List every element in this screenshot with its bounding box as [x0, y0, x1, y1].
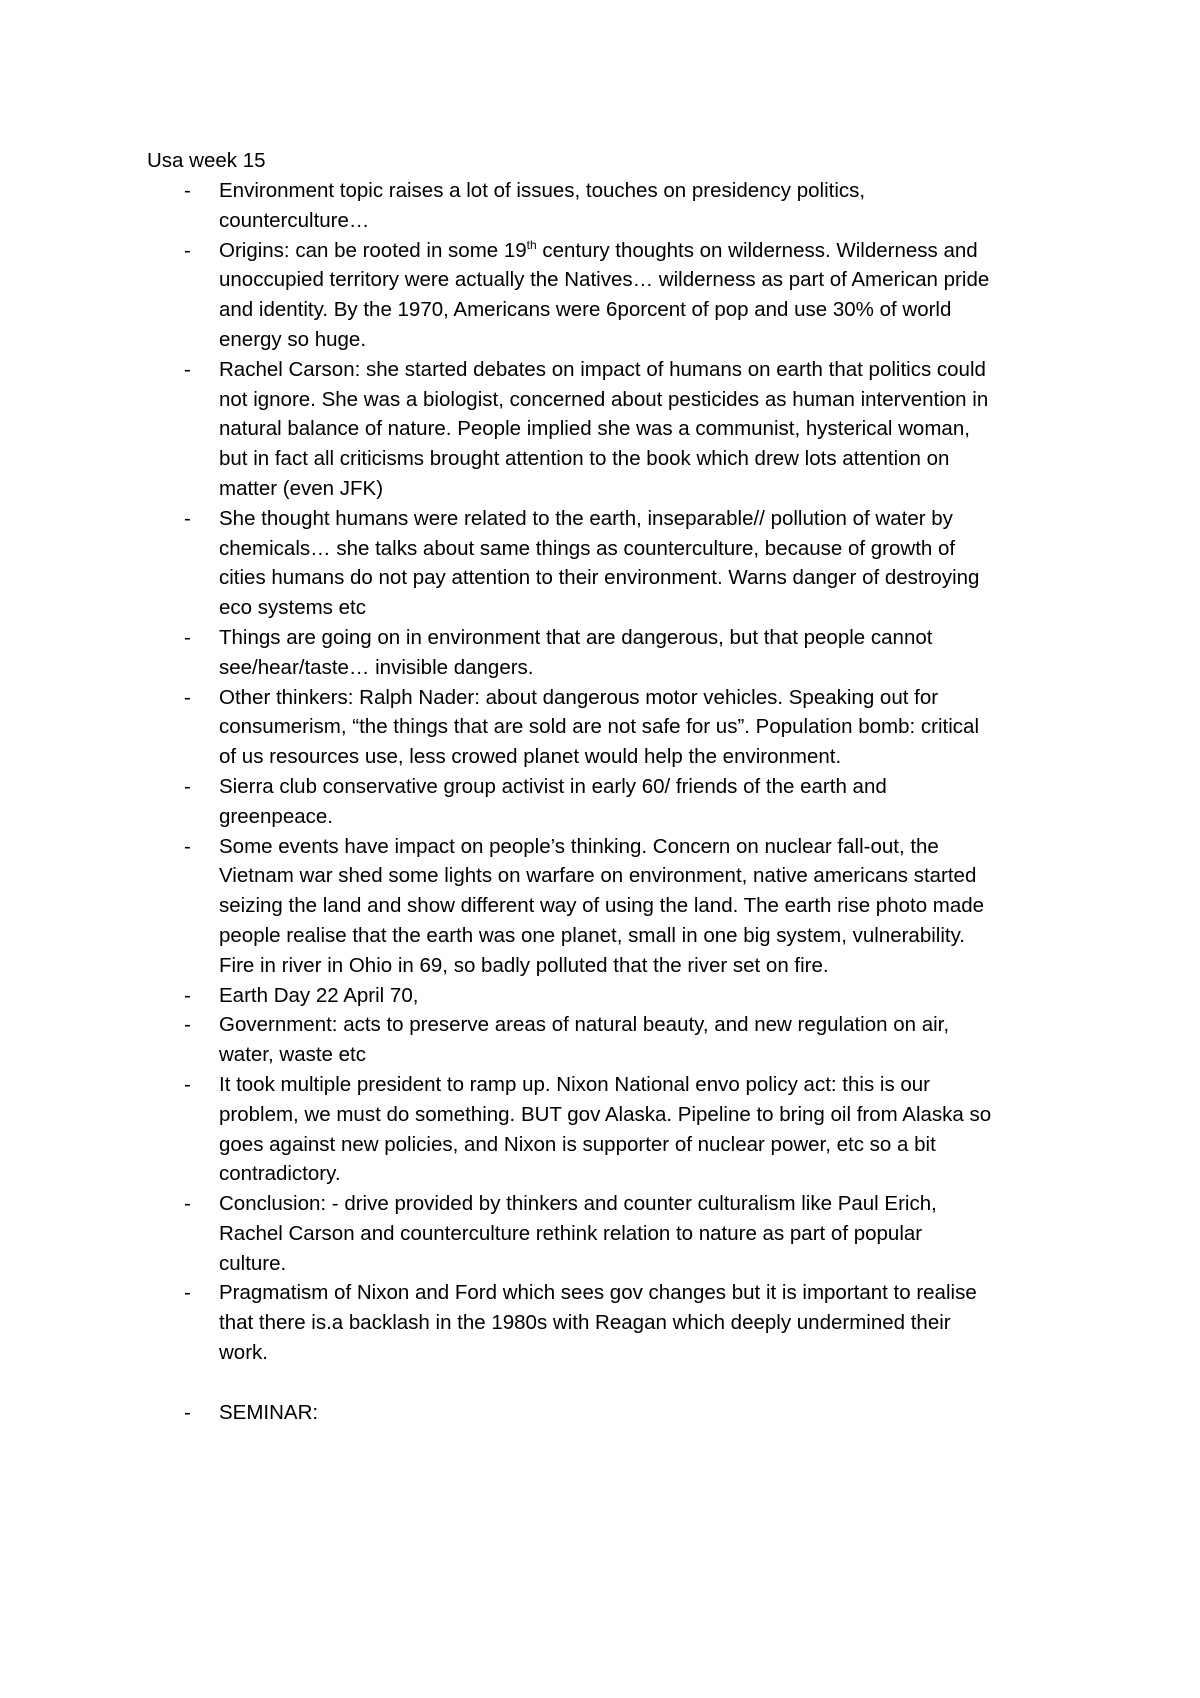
list-item [147, 1278, 1077, 1367]
bullet-dash: - [184, 625, 191, 649]
line-text: Environment topic raises a lot of issues, touches on presidency politics, [219, 179, 866, 202]
list-item [147, 1070, 1077, 1189]
line-text: Sierra club conservative group activist in early 60/ friends of the earth and [219, 774, 887, 798]
line-text: people realise that the earth was one planet, small in one big system, vulnerability. [219, 923, 966, 947]
line-text: of us resources use, less crowed planet would help the environment. [219, 745, 842, 769]
line-text: eco systems etc [219, 596, 366, 620]
list-item [147, 832, 1077, 981]
line-text: problem, we must do something. BUT gov Alaska. Pipeline to bring oil from Alaska so [219, 1102, 992, 1126]
notes-list [147, 176, 1077, 1428]
list-item [147, 504, 1077, 623]
list-item [147, 1189, 1077, 1278]
bullet-dash: - [184, 1400, 191, 1424]
line-text: see/hear/taste… invisible dangers. [219, 655, 534, 679]
line-text: unoccupied territory were actually the Natives… wilderness as part of American pride [219, 268, 990, 292]
line-text: and identity. By the 1970, Americans were 6porcent of pop and use 30% of world [219, 298, 952, 322]
line-text: consumerism, “the things that are sold are not safe for us”. Population bomb: critical [219, 715, 980, 739]
bullet-dash: - [184, 179, 191, 202]
line-text: matter (even JFK) [219, 476, 384, 500]
list-item [147, 1398, 1077, 1428]
line-text: counterculture… [219, 208, 370, 232]
line-text: energy so huge. [219, 327, 367, 351]
line-text: Fire in river in Ohio in 69, so badly polluted that the river set on fire. [219, 953, 829, 977]
list-item [147, 683, 1077, 772]
superscript: th [526, 237, 537, 252]
list-item [147, 236, 1077, 355]
line-text: seizing the land and show different way of using the land. The earth rise photo made [219, 894, 985, 918]
line-text: Earth Day 22 April 70, [219, 983, 419, 1007]
document-page [147, 146, 1077, 1428]
line-text: She thought humans were related to the earth, inseparable// pollution of water by [219, 506, 953, 530]
line-text: but in fact all criticisms brought attention to the book which drew lots attention on [219, 447, 950, 471]
line-text: that there is.a backlash in the 1980s with Reagan which deeply undermined their [219, 1311, 951, 1335]
line-text: goes against new policies, and Nixon is supporter of nuclear power, etc so a bit [219, 1132, 936, 1156]
bullet-dash: - [184, 983, 191, 1007]
line-text: not ignore. She was a biologist, concerned about pesticides as human intervention in [219, 387, 989, 411]
line-text: Rachel Carson and counterculture rethink relation to nature as part of popular [219, 1221, 923, 1245]
list-item [147, 772, 1077, 832]
bullet-dash: - [184, 1072, 191, 1096]
list-item [147, 355, 1077, 504]
bullet-dash: - [184, 1281, 191, 1305]
bullet-dash: - [184, 506, 191, 530]
line-text: SEMINAR: [219, 1400, 319, 1424]
line-text: Vietnam war shed some lights on warfare on environment, native americans started [219, 864, 977, 888]
line-text: Pragmatism of Nixon and Ford which sees gov changes but it is important to realise [219, 1281, 977, 1305]
line-text: Some events have impact on people’s thinking. Concern on nuclear fall-out, the [219, 834, 939, 858]
line-text: cities humans do not pay attention to their environment. Warns danger of destroying [219, 566, 980, 590]
list-item [147, 176, 1077, 236]
line-text: water, waste etc [219, 1043, 366, 1067]
list-item [147, 623, 1077, 683]
bullet-dash: - [184, 774, 191, 798]
line-text: greenpeace. [219, 804, 333, 828]
line-text: chemicals… she talks about same things as counterculture, because of growth of [219, 536, 956, 560]
line-text: culture. [219, 1251, 287, 1275]
bullet-dash: - [184, 238, 191, 262]
line-text: It took multiple president to ramp up. Nixon National envo policy act: this is our [219, 1072, 931, 1096]
line-text: Conclusion: - drive provided by thinkers and counter culturalism like Paul Erich, [219, 1192, 937, 1216]
line-text: work. [219, 1341, 268, 1365]
bullet-dash: - [184, 357, 191, 381]
bullet-dash: - [184, 834, 191, 858]
bullet-dash: - [184, 1013, 191, 1037]
line-text: Things are going on in environment that are dangerous, but that people cannot [219, 625, 933, 649]
line-text: Rachel Carson: she started debates on impact of humans on earth that politics could [219, 357, 986, 381]
line-text: Origins: can be rooted in some 19th century thoughts on wilderness. Wilderness and [219, 237, 978, 262]
line-text: Other thinkers: Ralph Nader: about dangerous motor vehicles. Speaking out for [219, 685, 939, 709]
document-title: Usa week 15 [147, 149, 266, 172]
bullet-dash: - [184, 685, 191, 709]
list-item [147, 1010, 1077, 1070]
line-text: Government: acts to preserve areas of natural beauty, and new regulation on air, [219, 1013, 950, 1037]
line-text: contradictory. [219, 1162, 341, 1186]
line-text: natural balance of nature. People implied she was a communist, hysterical woman, [219, 417, 970, 441]
bullet-dash: - [184, 1192, 191, 1216]
list-item [147, 981, 1077, 1011]
